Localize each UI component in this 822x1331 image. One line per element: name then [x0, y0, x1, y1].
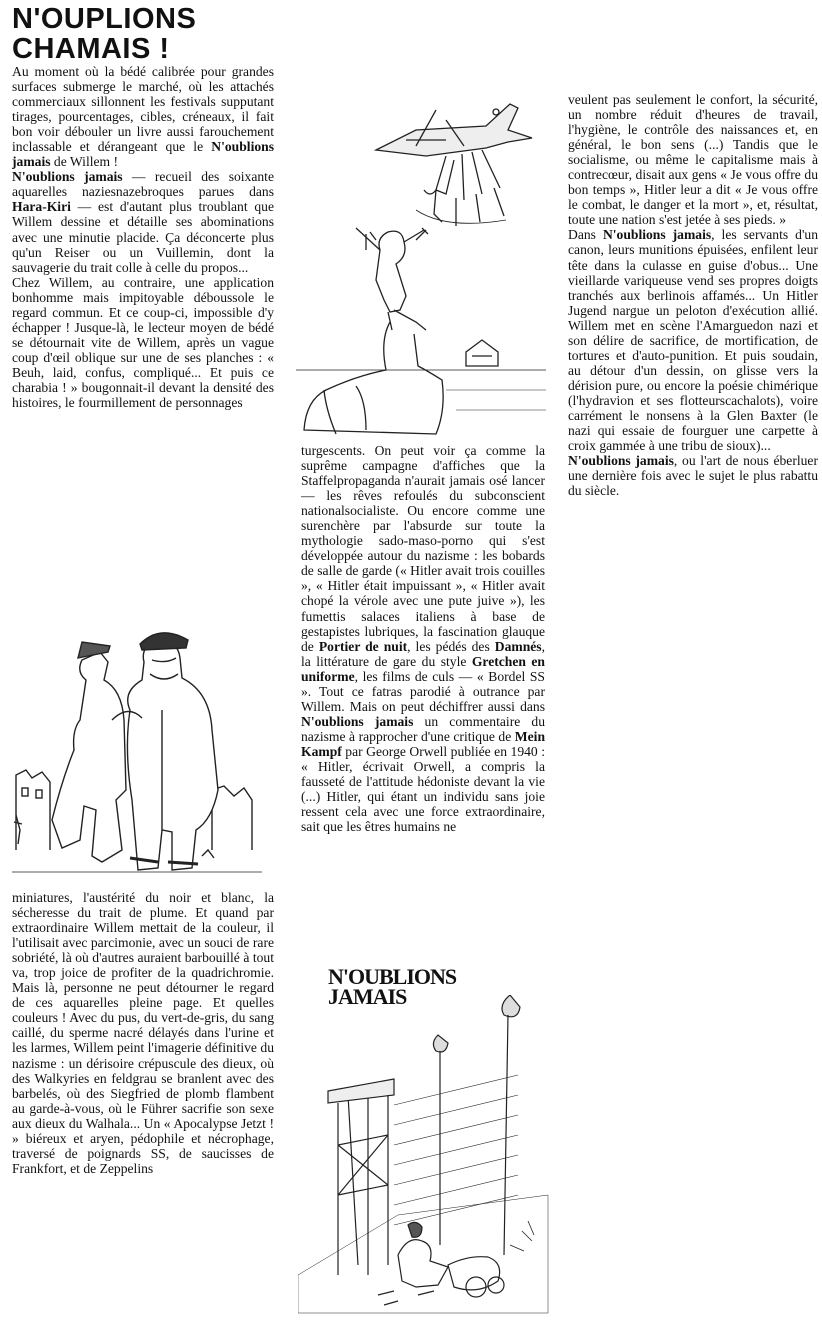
cover-title-line-1: N'OUBLIONS — [328, 964, 457, 989]
article-title — [12, 4, 272, 64]
paragraph: N'oublions jamais, ou l'art de nous éberluer une dernière fois avec le sujet le plus rabattu du siècle. — [568, 453, 818, 499]
paragraph: Dans N'oublions jamais, les servants d'un canon, leurs munitions épuisées, enfilent leur tête dans la culasse en guise d'obus... Une vieillarde variqueuse vend ses propres doigts tranchés aux berlinois affamés... Un Hitler Jugend nargue un peloton d'exécution allié. Willem met en scène l'Amarguedon nazi et son délire de sacrifice, de mortification, de tortures et d'auto-punition. Et puis soudain, au détour d'un dessin, on glisse vers la dérision pure, ou encore la poésie chimérique (l'hydravion et ses flotteurscachalots), voire carrément le nonsens à la Glen Baxter (le nazi qui essaie de fourguer une carpette à croix gammée à une tribu de sioux)... — [568, 227, 818, 454]
cover-title-line-2: JAMAIS — [328, 984, 407, 1009]
title-line-2: CHAMAIS ! — [12, 33, 170, 65]
illustration-officers — [12, 600, 262, 890]
column-3 — [568, 92, 818, 692]
paragraph: Au moment où la bédé calibrée pour grandes surfaces submerge le marché, où les attachés commerciaux sillonnent les festivals supputant tirages, pourcentages, cibles, créneaux, il fait bon voir débouler un livre aussi farouchement inclassable et dérangeant que le N'oublions jamais de Willem ! — [12, 64, 274, 170]
paragraph: miniatures, l'austérité du noir et blanc, la sécheresse du trait de plume. Et quand par extraordinaire Willem mettait de la couleur, il l'utilisait avec parcimonie, avec un souci de rare sobriété, là où d'autres auraient barbouillé à tout va, trop joice de profiter de la quadrichromie. Mais là, personne ne peut détourner le regard de ces aquarelles pleine page. Et quelles couleurs ! Avec du pus, du vert-de-gris, du sang caillé, du sperme nacré délayés dans l'urine et les larmes, Willem peint l'imagerie définitive du nazisme : un dérisoire crépuscule des dieux, où des Walkyries en feldgrau se branlent avec des barbelés, où des Siegfried de plomb flambent au garde-à-vous, où le Führer sacrifie son sexe aux dieux du Walhala... Un « Apocalypse Jetzt ! » biéreux et aryen, pédophile et nécrophage, traversé de poignards SS, de saucisses de Frankfort, et de Zeppelins — [12, 890, 274, 1176]
column-2 — [301, 443, 545, 953]
paragraph: Chez Willem, au contraire, une application bonhomme mais impitoyable déboussole le regard commun. Et ce coup-ci, impossible d'y échapper ! Jusque-là, le lecteur moyen de bédé se détournait vite de Willem, après un vague coup d'œil oblique sur une de ses planches : « Beuh, laid, confus, compliqué... Et puis ce charabia ! » bougonnait-il devant la densité des histoires, le fourmillement de personnages — [12, 274, 274, 411]
illustration-book-cover — [298, 995, 558, 1315]
column-1-bottom — [12, 890, 274, 1330]
paragraph: turgescents. On peut voir ça comme la suprême campagne d'affiches que la Staffelpropaganda n'aurait jamais osé lancer — les rêves refoulés du subconscient nationalsocialiste. Ou encore comme une surenchère par l'absurde sur toute la mythologie sado-maso-porno qui s'est développée autour du nazisme : les bobards de salle de garde (« Hitler avait trois couilles », « Hitler était impuissant », « Hitler avait chopé la vérole avec une pute juive »), les fumettis salaces italiens à base de gestapistes lubriques, la fascination glauque de Portier de nuit, les pédés des Damnés, la littérature de gare du style Gretchen en uniforme, les films de culs — « Bordel SS ». Tout ce fatras parodié à outrance par Willem. Mais on peut déchiffrer aussi dans N'oublions jamais un commentaire du nazisme à rapprocher d'une critique de Mein Kampf par George Orwell publiée en 1940 : « Hitler, écrivait Orwell, a compris la fausseté de l'attitude hédoniste devant la vie (...) Hitler, qui étant un individu sans joie ressent cela avec une force extraordinaire, sait que les êtres humains ne — [301, 443, 545, 835]
title-line-1: N'OUPLIONS — [12, 3, 197, 35]
column-1-top — [12, 64, 274, 594]
illustration-plane-baby — [296, 90, 550, 438]
paragraph: N'oublions jamais — recueil des soixante aquarelles naziesnazebroques parues dans Hara-Kiri — est d'autant plus troublant que Willem dessine et détaille ses abominations avec une minutie placide. Ça déconcerte plus qu'un Reiser ou un Vuillemin, dont la sauvagerie du trait colle à celle du propos... — [12, 169, 274, 275]
paragraph: veulent pas seulement le confort, la sécurité, un nombre réduit d'heures de travail, l'hygiène, le contrôle des naissances et, en général, le bon sens (...) Tandis que le socialisme, ou même le capitalisme mais à contrecœur, disait aux gens « Je vous offre du bon temps », Hitler leur a dit « Je vous offre le combat, le danger et la mort », et, résultat, toute une nation s'est jetée à ses pieds. » — [568, 92, 818, 228]
